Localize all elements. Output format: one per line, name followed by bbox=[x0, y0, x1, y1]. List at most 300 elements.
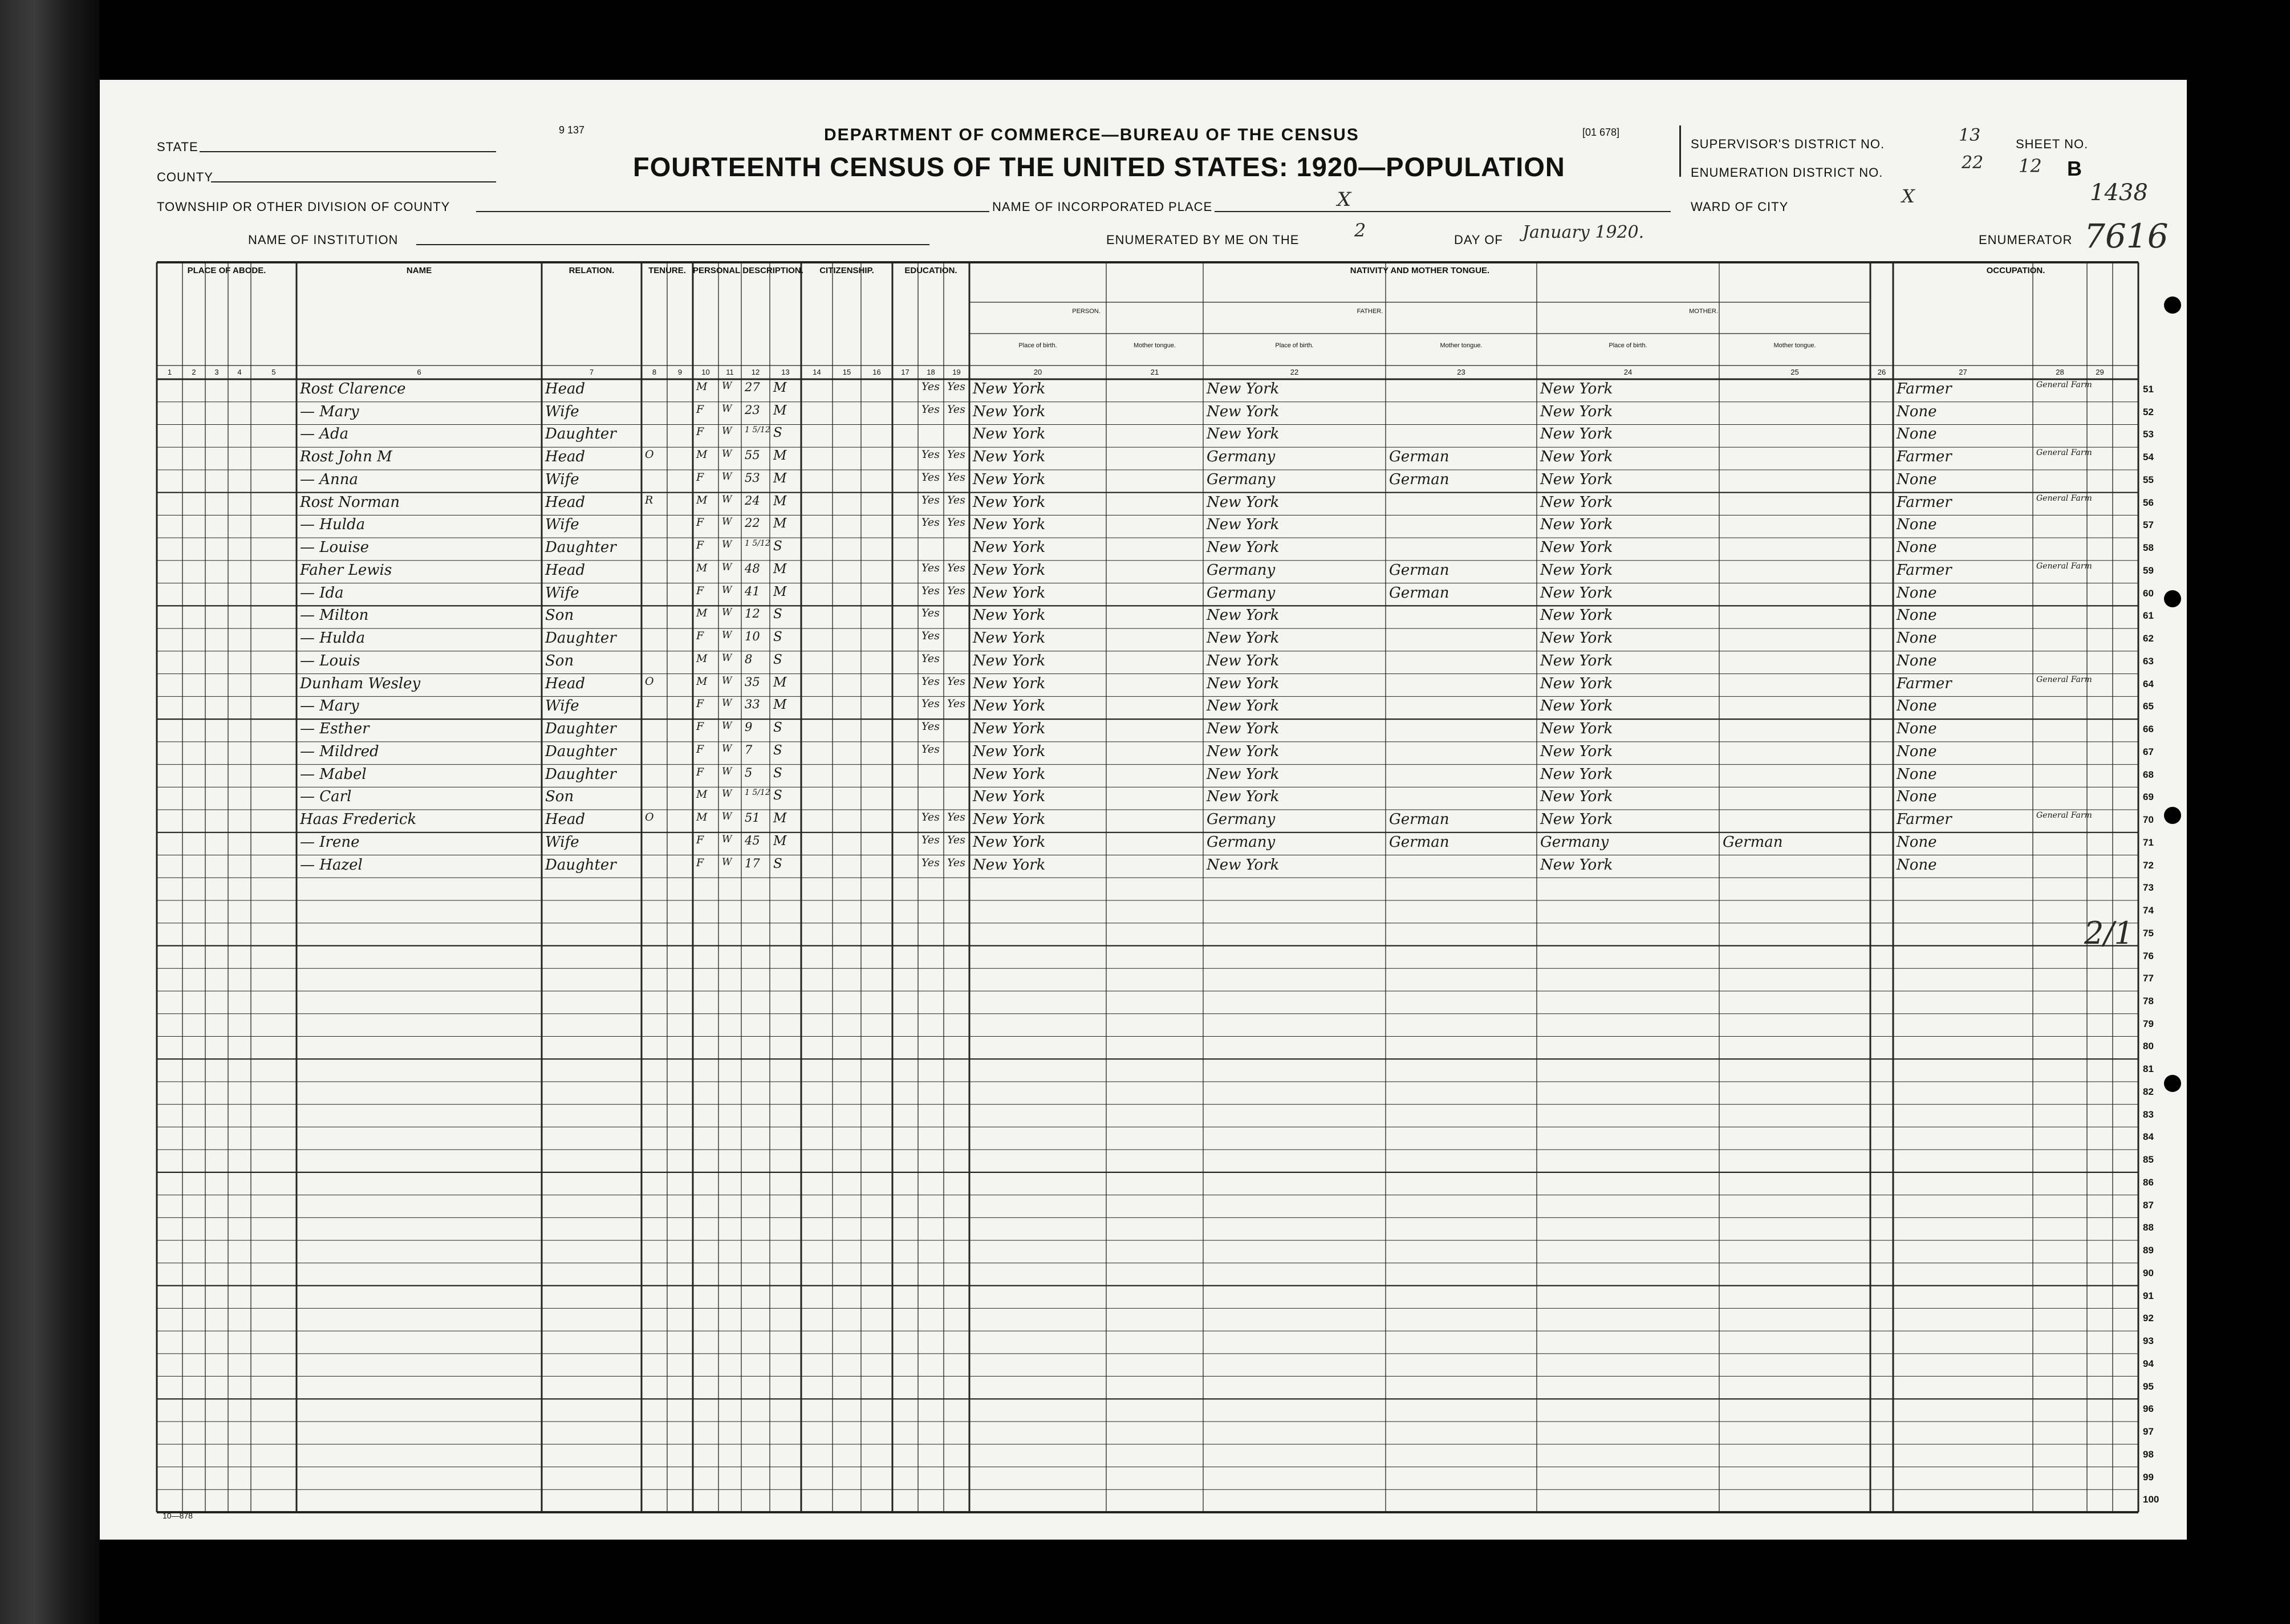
entry-occupation: None bbox=[1897, 584, 1937, 602]
margin-number: 1438 bbox=[2090, 180, 2148, 206]
column-number: 26 bbox=[1877, 368, 1886, 376]
entry-age: 33 bbox=[745, 697, 760, 712]
entry-sex: F bbox=[696, 584, 704, 597]
entry-name: — Mabel bbox=[300, 765, 367, 783]
entry-read: Yes bbox=[921, 697, 940, 710]
entry-age: 48 bbox=[745, 561, 760, 575]
column-number: 7 bbox=[589, 368, 594, 376]
line-number: 93 bbox=[2143, 1335, 2154, 1347]
entry-age: 12 bbox=[745, 607, 760, 621]
entry-fmt: German bbox=[1389, 811, 1449, 829]
entry-name: — Ada bbox=[300, 425, 349, 443]
entry-age: 1 5/12 bbox=[745, 539, 770, 549]
entry-fpob: New York bbox=[1207, 788, 1280, 806]
entry-name: — Hulda bbox=[300, 630, 366, 647]
entry-race: W bbox=[722, 403, 732, 415]
entry-pob: New York bbox=[973, 811, 1046, 829]
entry-race: W bbox=[722, 630, 732, 642]
entry-occupation: None bbox=[1897, 833, 1937, 851]
entry-marital: S bbox=[773, 539, 782, 554]
entry-tenure: R bbox=[645, 493, 653, 506]
entry-sex: F bbox=[696, 539, 704, 552]
entry-write: Yes bbox=[947, 448, 965, 461]
line-number: 54 bbox=[2143, 452, 2154, 463]
entry-marital: S bbox=[773, 720, 782, 736]
column-number: 2 bbox=[192, 368, 196, 376]
entry-pob: New York bbox=[973, 584, 1046, 602]
entry-occupation: None bbox=[1897, 788, 1937, 806]
line-number: 74 bbox=[2143, 905, 2154, 916]
line-number: 87 bbox=[2143, 1199, 2154, 1211]
entry-mpob: New York bbox=[1540, 425, 1613, 443]
column-number: 24 bbox=[1623, 368, 1633, 376]
entry-pob: New York bbox=[973, 470, 1046, 488]
line-number: 63 bbox=[2143, 655, 2154, 667]
enumeration-month: January 1920. bbox=[1522, 222, 1645, 242]
ward-value: X bbox=[1902, 185, 1915, 207]
column-number: 15 bbox=[842, 368, 851, 376]
entry-marital: M bbox=[773, 448, 787, 464]
entry-mpob: New York bbox=[1540, 856, 1613, 874]
entry-occupation: None bbox=[1897, 403, 1937, 420]
line-number: 85 bbox=[2143, 1154, 2154, 1166]
entry-pob: New York bbox=[973, 607, 1046, 624]
line-number: 68 bbox=[2143, 769, 2154, 780]
entry-race: W bbox=[722, 765, 732, 777]
subhead-person: PERSON. bbox=[1072, 308, 1101, 315]
entry-marital: M bbox=[773, 470, 787, 486]
line-number: 55 bbox=[2143, 474, 2154, 485]
line-number: 78 bbox=[2143, 995, 2154, 1006]
subhead-father-pob: Place of birth. bbox=[1275, 342, 1314, 349]
entry-occupation: None bbox=[1897, 652, 1937, 669]
entry-marital: S bbox=[773, 607, 782, 622]
county-field bbox=[211, 181, 496, 182]
entry-sex: M bbox=[696, 811, 708, 824]
entry-occupation: Farmer bbox=[1897, 380, 1952, 397]
entry-read: Yes bbox=[921, 403, 940, 416]
entry-race: W bbox=[722, 470, 732, 482]
entry-name: Rost John M bbox=[300, 448, 392, 466]
line-number: 56 bbox=[2143, 497, 2154, 508]
entry-marital: M bbox=[773, 493, 787, 509]
line-number: 96 bbox=[2143, 1403, 2154, 1415]
entry-read: Yes bbox=[921, 833, 940, 846]
column-number: 8 bbox=[652, 368, 657, 376]
entry-name: — Carl bbox=[300, 788, 352, 806]
entry-mpob: New York bbox=[1540, 811, 1613, 829]
entry-age: 7 bbox=[745, 742, 753, 757]
entry-fpob: New York bbox=[1207, 403, 1280, 420]
entry-marital: S bbox=[773, 425, 782, 441]
entry-marital: M bbox=[773, 675, 787, 690]
entry-fmt: German bbox=[1389, 833, 1449, 851]
entry-fpob: New York bbox=[1207, 425, 1280, 443]
group-relation: RELATION. bbox=[569, 266, 615, 275]
entry-occupation: Farmer bbox=[1897, 561, 1952, 579]
line-number: 70 bbox=[2143, 814, 2154, 826]
entry-pob: New York bbox=[973, 448, 1046, 466]
entry-mpob: New York bbox=[1540, 561, 1613, 579]
entry-race: W bbox=[722, 448, 732, 460]
entry-mpob: New York bbox=[1540, 720, 1613, 738]
entry-marital: M bbox=[773, 584, 787, 599]
line-number: 79 bbox=[2143, 1018, 2154, 1029]
entry-fpob: New York bbox=[1207, 856, 1280, 874]
entry-occupation: None bbox=[1897, 539, 1937, 557]
entry-relation: Head bbox=[545, 811, 586, 829]
entry-fpob: New York bbox=[1207, 630, 1280, 647]
entry-marital: M bbox=[773, 697, 787, 713]
entry-mpob: New York bbox=[1540, 470, 1613, 488]
microfilm-edge bbox=[0, 0, 100, 1624]
group-education: EDUCATION. bbox=[904, 266, 957, 275]
entry-mpob: New York bbox=[1540, 765, 1613, 783]
entry-mpob: New York bbox=[1540, 788, 1613, 806]
entry-relation: Son bbox=[545, 788, 574, 806]
entry-age: 1 5/12 bbox=[745, 788, 770, 798]
row73-mark: 2/1 bbox=[2084, 915, 2134, 951]
entry-pob: New York bbox=[973, 539, 1046, 557]
entry-age: 45 bbox=[745, 833, 760, 847]
entry-fmt: German bbox=[1389, 470, 1449, 488]
entry-relation: Daughter bbox=[545, 425, 616, 443]
census-table bbox=[157, 262, 2159, 1512]
entry-fpob: New York bbox=[1207, 539, 1280, 557]
entry-occupation: None bbox=[1897, 697, 1937, 715]
entry-name: Faher Lewis bbox=[300, 561, 392, 579]
sheet-number: 12 bbox=[2019, 155, 2042, 177]
entry-pob: New York bbox=[973, 425, 1046, 443]
entry-marital: S bbox=[773, 788, 782, 803]
line-number: 65 bbox=[2143, 701, 2154, 712]
entry-sex: M bbox=[696, 607, 708, 620]
entry-name: — Esther bbox=[300, 720, 370, 738]
punch-hole bbox=[2164, 297, 2181, 314]
entry-mpob: New York bbox=[1540, 493, 1613, 511]
group-occupation: OCCUPATION. bbox=[1986, 266, 2045, 275]
entry-fpob: Germany bbox=[1207, 470, 1276, 488]
column-number: 28 bbox=[2056, 368, 2064, 376]
line-number: 83 bbox=[2143, 1109, 2154, 1120]
entry-sex: F bbox=[696, 833, 704, 846]
entry-marital: M bbox=[773, 403, 787, 418]
entry-name: — Mary bbox=[300, 697, 359, 715]
table-overlay bbox=[157, 262, 2159, 1512]
entry-name: Haas Frederick bbox=[300, 811, 417, 829]
entry-occupation: None bbox=[1897, 630, 1937, 647]
entry-sex: M bbox=[696, 788, 708, 801]
line-number: 86 bbox=[2143, 1176, 2154, 1188]
entry-read: Yes bbox=[921, 630, 940, 643]
entry-fpob: New York bbox=[1207, 493, 1280, 511]
entry-relation: Son bbox=[545, 652, 574, 669]
entry-write: Yes bbox=[947, 697, 965, 710]
entry-fpob: Germany bbox=[1207, 448, 1276, 466]
column-number: 9 bbox=[677, 368, 683, 376]
entry-relation: Head bbox=[545, 561, 586, 579]
incorporated-field bbox=[1215, 211, 1671, 212]
line-number: 73 bbox=[2143, 882, 2154, 894]
line-number: 61 bbox=[2143, 610, 2154, 622]
column-number: 25 bbox=[1790, 368, 1799, 376]
entry-name: — Louise bbox=[300, 539, 369, 557]
entry-fpob: New York bbox=[1207, 742, 1280, 760]
entry-sex: F bbox=[696, 765, 704, 778]
entry-industry: General Farm bbox=[2036, 380, 2092, 389]
entry-race: W bbox=[722, 516, 732, 528]
sheet-side: B bbox=[2067, 157, 2082, 180]
entry-name: — Mildred bbox=[300, 742, 379, 760]
subhead-mother: MOTHER. bbox=[1689, 308, 1718, 315]
entry-race: W bbox=[722, 742, 732, 754]
entry-fpob: New York bbox=[1207, 675, 1280, 692]
entry-read: Yes bbox=[921, 742, 940, 756]
entry-industry: General Farm bbox=[2036, 561, 2092, 571]
line-number: 89 bbox=[2143, 1245, 2154, 1256]
state-field bbox=[200, 151, 496, 152]
entry-relation: Wife bbox=[545, 516, 579, 534]
entry-age: 55 bbox=[745, 448, 760, 462]
institution-field bbox=[416, 244, 929, 245]
entry-fmt: German bbox=[1389, 584, 1449, 602]
entry-race: W bbox=[722, 539, 732, 551]
entry-occupation: Farmer bbox=[1897, 811, 1952, 829]
column-number: 12 bbox=[751, 368, 760, 376]
column-number: 14 bbox=[813, 368, 821, 376]
township-label: TOWNSHIP OR OTHER DIVISION OF COUNTY bbox=[157, 200, 450, 214]
entry-relation: Daughter bbox=[545, 539, 616, 557]
page-title: FOURTEENTH CENSUS OF THE UNITED STATES: 1920—POPULATION bbox=[633, 152, 1565, 182]
column-number: 17 bbox=[901, 368, 909, 376]
entry-name: — Anna bbox=[300, 470, 359, 488]
entry-write: Yes bbox=[947, 516, 965, 529]
group-citizenship: CITIZENSHIP. bbox=[819, 266, 874, 275]
entry-mpob: New York bbox=[1540, 652, 1613, 669]
township-field bbox=[476, 211, 989, 212]
entry-age: 1 5/12 bbox=[745, 425, 770, 435]
entry-mpob: New York bbox=[1540, 584, 1613, 602]
entry-fpob: New York bbox=[1207, 516, 1280, 534]
entry-relation: Wife bbox=[545, 470, 579, 488]
group-personal-description: PERSONAL DESCRIPTION. bbox=[693, 266, 803, 275]
entry-industry: General Farm bbox=[2036, 675, 2092, 684]
entry-marital: M bbox=[773, 516, 787, 531]
column-number: 5 bbox=[271, 368, 276, 376]
entry-read: Yes bbox=[921, 516, 940, 529]
entry-age: 23 bbox=[745, 403, 760, 417]
entry-occupation: Farmer bbox=[1897, 493, 1952, 511]
line-number: 90 bbox=[2143, 1267, 2154, 1278]
entry-read: Yes bbox=[921, 584, 940, 597]
entry-pob: New York bbox=[973, 380, 1046, 397]
entry-occupation: Farmer bbox=[1897, 448, 1952, 466]
group-tenure: TENURE. bbox=[648, 266, 686, 275]
entry-fpob: New York bbox=[1207, 765, 1280, 783]
supervisor-district-value: 13 bbox=[1959, 125, 1981, 145]
entry-mpob: New York bbox=[1540, 403, 1613, 420]
column-number: 10 bbox=[701, 368, 710, 376]
entry-tenure: O bbox=[645, 448, 654, 461]
entry-marital: M bbox=[773, 561, 787, 576]
punch-hole bbox=[2164, 590, 2181, 607]
entry-tenure: O bbox=[645, 811, 654, 824]
entry-read: Yes bbox=[921, 675, 940, 688]
entry-mpob: New York bbox=[1540, 630, 1613, 647]
entry-relation: Head bbox=[545, 448, 586, 466]
entry-pob: New York bbox=[973, 856, 1046, 874]
entry-name: Rost Clarence bbox=[300, 380, 406, 397]
institution-label: NAME OF INSTITUTION bbox=[248, 233, 399, 247]
entry-write: Yes bbox=[947, 833, 965, 846]
entry-marital: M bbox=[773, 811, 787, 826]
entry-write: Yes bbox=[947, 811, 965, 824]
entry-relation: Daughter bbox=[545, 856, 616, 874]
entry-fpob: Germany bbox=[1207, 584, 1276, 602]
census-sheet bbox=[100, 80, 2187, 1540]
entry-read: Yes bbox=[921, 652, 940, 665]
line-number: 100 bbox=[2143, 1494, 2159, 1505]
entry-relation: Daughter bbox=[545, 630, 616, 647]
column-number: 6 bbox=[417, 368, 421, 376]
column-number: 20 bbox=[1033, 368, 1042, 376]
line-number: 88 bbox=[2143, 1222, 2154, 1233]
entry-mpob: New York bbox=[1540, 675, 1613, 692]
entry-write: Yes bbox=[947, 675, 965, 688]
entry-sex: F bbox=[696, 856, 704, 869]
line-number: 58 bbox=[2143, 542, 2154, 554]
entry-age: 10 bbox=[745, 630, 760, 644]
entry-sex: F bbox=[696, 697, 704, 710]
entry-mpob: New York bbox=[1540, 516, 1613, 534]
entry-occupation: None bbox=[1897, 856, 1937, 874]
entry-sex: M bbox=[696, 675, 708, 688]
entry-name: — Milton bbox=[300, 607, 369, 624]
line-number: 82 bbox=[2143, 1086, 2154, 1097]
line-number: 64 bbox=[2143, 678, 2154, 689]
entry-relation: Daughter bbox=[545, 742, 616, 760]
line-number: 94 bbox=[2143, 1358, 2154, 1369]
entry-relation: Daughter bbox=[545, 720, 616, 738]
group-name: NAME bbox=[406, 266, 432, 275]
entry-relation: Daughter bbox=[545, 765, 616, 783]
line-number: 60 bbox=[2143, 587, 2154, 599]
entry-name: — Mary bbox=[300, 403, 359, 420]
entry-age: 8 bbox=[745, 652, 753, 666]
line-number: 71 bbox=[2143, 837, 2154, 848]
enumerator-label: ENUMERATOR bbox=[1979, 233, 2073, 247]
entry-age: 53 bbox=[745, 470, 760, 485]
line-number: 72 bbox=[2143, 859, 2154, 871]
column-number: 29 bbox=[2096, 368, 2104, 376]
day-of-label: DAY OF bbox=[1454, 233, 1503, 247]
line-number: 97 bbox=[2143, 1426, 2154, 1438]
column-number: 23 bbox=[1457, 368, 1465, 376]
entry-race: W bbox=[722, 584, 732, 596]
line-number: 75 bbox=[2143, 927, 2154, 939]
sheet-label: SHEET NO. bbox=[2016, 137, 2089, 151]
entry-write: Yes bbox=[947, 584, 965, 597]
entry-sex: F bbox=[696, 470, 704, 484]
line-number: 99 bbox=[2143, 1471, 2154, 1483]
line-number: 53 bbox=[2143, 429, 2154, 440]
subhead-person-pob: Place of birth. bbox=[1018, 342, 1057, 349]
entry-age: 35 bbox=[745, 675, 760, 689]
entry-name: — Ida bbox=[300, 584, 344, 602]
entry-pob: New York bbox=[973, 742, 1046, 760]
group-place-of-abode: PLACE OF ABODE. bbox=[187, 266, 266, 275]
entry-sex: F bbox=[696, 720, 704, 733]
entry-pob: New York bbox=[973, 561, 1046, 579]
entry-fpob: Germany bbox=[1207, 833, 1276, 851]
entry-read: Yes bbox=[921, 470, 940, 484]
entry-mmt: German bbox=[1723, 833, 1783, 851]
state-label: STATE bbox=[157, 140, 198, 154]
column-number: 18 bbox=[927, 368, 935, 376]
entry-read: Yes bbox=[921, 448, 940, 461]
entry-race: W bbox=[722, 720, 732, 732]
entry-race: W bbox=[722, 833, 732, 845]
county-label: COUNTY bbox=[157, 170, 213, 184]
column-number: 1 bbox=[167, 368, 172, 376]
entry-sex: M bbox=[696, 380, 708, 393]
entry-relation: Head bbox=[545, 380, 586, 397]
entry-write: Yes bbox=[947, 561, 965, 574]
entry-occupation: Farmer bbox=[1897, 675, 1952, 692]
entry-pob: New York bbox=[973, 697, 1046, 715]
entry-name: Dunham Wesley bbox=[300, 675, 421, 692]
entry-pob: New York bbox=[973, 788, 1046, 806]
department-heading: DEPARTMENT OF COMMERCE—BUREAU OF THE CENSUS bbox=[824, 125, 1359, 144]
entry-fpob: Germany bbox=[1207, 811, 1276, 829]
entry-age: 17 bbox=[745, 856, 760, 870]
form-code: 9 137 bbox=[559, 124, 585, 136]
entry-mpob: Germany bbox=[1540, 833, 1609, 851]
entry-tenure: O bbox=[645, 675, 654, 688]
enumerator-number: 7616 bbox=[2084, 217, 2169, 255]
entry-race: W bbox=[722, 607, 732, 619]
entry-sex: F bbox=[696, 516, 704, 529]
line-number: 76 bbox=[2143, 950, 2154, 961]
entry-sex: F bbox=[696, 425, 704, 439]
entry-marital: S bbox=[773, 856, 782, 871]
line-number: 59 bbox=[2143, 565, 2154, 576]
entry-relation: Wife bbox=[545, 403, 579, 420]
entry-age: 27 bbox=[745, 380, 760, 394]
line-number: 57 bbox=[2143, 519, 2154, 531]
entry-sex: F bbox=[696, 742, 704, 756]
entry-read: Yes bbox=[921, 380, 940, 393]
entry-occupation: None bbox=[1897, 470, 1937, 488]
entry-occupation: None bbox=[1897, 516, 1937, 534]
punch-hole bbox=[2164, 807, 2181, 824]
line-number: 84 bbox=[2143, 1131, 2154, 1143]
entry-occupation: None bbox=[1897, 720, 1937, 738]
entry-race: W bbox=[722, 675, 732, 687]
entry-pob: New York bbox=[973, 403, 1046, 420]
enumeration-day: 2 bbox=[1354, 220, 1366, 241]
line-number: 91 bbox=[2143, 1290, 2154, 1301]
entry-industry: General Farm bbox=[2036, 493, 2092, 503]
entry-write: Yes bbox=[947, 380, 965, 393]
entry-sex: M bbox=[696, 652, 708, 665]
entry-fpob: New York bbox=[1207, 652, 1280, 669]
ward-label: WARD OF CITY bbox=[1691, 200, 1789, 214]
entry-occupation: None bbox=[1897, 742, 1937, 760]
entry-pob: New York bbox=[973, 765, 1046, 783]
entry-age: 9 bbox=[745, 720, 753, 734]
entry-industry: General Farm bbox=[2036, 811, 2092, 821]
